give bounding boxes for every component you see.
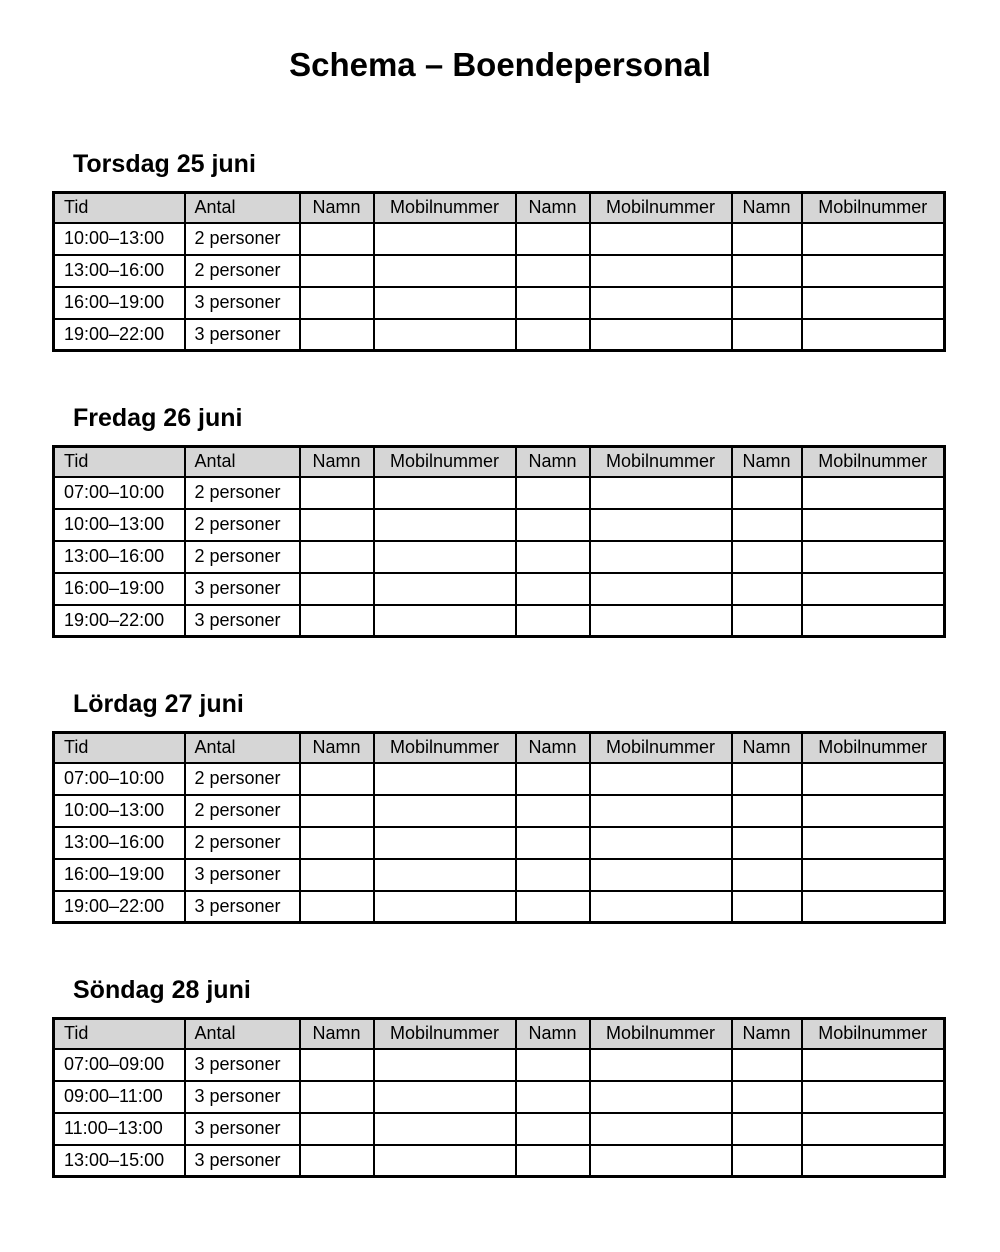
namn-empty-cell [732, 223, 802, 255]
mobilnummer-empty-cell [802, 827, 945, 859]
namn-empty-cell [516, 1049, 590, 1081]
mobilnummer-empty-cell [802, 541, 945, 573]
mobilnummer-empty-cell [590, 319, 732, 351]
mobilnummer-empty-cell [802, 319, 945, 351]
header-row [54, 733, 945, 763]
mobilnummer-empty-cell [590, 1145, 732, 1177]
table-row [54, 605, 945, 637]
namn-empty-cell [732, 1049, 802, 1081]
column-header-antal-1: Antal [185, 447, 300, 477]
day-section [0, 690, 1000, 924]
staff-count-cell: 2 personer [185, 509, 300, 541]
namn-empty-cell [300, 795, 374, 827]
namn-empty-cell [732, 477, 802, 509]
namn-empty-cell [300, 1049, 374, 1081]
staff-count-cell: 3 personer [185, 1049, 300, 1081]
column-header-namn-4: Namn [516, 733, 590, 763]
mobilnummer-empty-cell [590, 573, 732, 605]
namn-empty-cell [300, 477, 374, 509]
mobilnummer-empty-cell [374, 223, 516, 255]
namn-empty-cell [732, 827, 802, 859]
staff-count-cell: 2 personer [185, 255, 300, 287]
namn-empty-cell [732, 509, 802, 541]
namn-empty-cell [732, 1081, 802, 1113]
mobilnummer-empty-cell [802, 1145, 945, 1177]
namn-empty-cell [516, 1081, 590, 1113]
namn-empty-cell [732, 795, 802, 827]
column-header-namn-2: Namn [300, 447, 374, 477]
column-header-mobilnummer-5: Mobilnummer [590, 733, 732, 763]
namn-empty-cell [516, 287, 590, 319]
mobilnummer-empty-cell [374, 1113, 516, 1145]
mobilnummer-empty-cell [374, 319, 516, 351]
mobilnummer-empty-cell [802, 795, 945, 827]
column-header-mobilnummer-7: Mobilnummer [802, 193, 945, 223]
sections [0, 150, 1000, 1178]
mobilnummer-empty-cell [374, 1145, 516, 1177]
namn-empty-cell [300, 287, 374, 319]
mobilnummer-empty-cell [802, 891, 945, 923]
table-row [54, 1113, 945, 1145]
namn-empty-cell [300, 1113, 374, 1145]
mobilnummer-empty-cell [374, 605, 516, 637]
namn-empty-cell [732, 891, 802, 923]
time-range-cell: 13:00–16:00 [54, 255, 185, 287]
time-range-cell: 07:00–09:00 [54, 1049, 185, 1081]
namn-empty-cell [516, 509, 590, 541]
column-header-namn-2: Namn [300, 1019, 374, 1049]
namn-empty-cell [300, 605, 374, 637]
mobilnummer-empty-cell [590, 509, 732, 541]
time-range-cell: 13:00–16:00 [54, 541, 185, 573]
namn-empty-cell [516, 859, 590, 891]
mobilnummer-empty-cell [590, 891, 732, 923]
mobilnummer-empty-cell [590, 255, 732, 287]
time-range-cell: 19:00–22:00 [54, 891, 185, 923]
schedule-table [52, 731, 946, 924]
namn-empty-cell [300, 1145, 374, 1177]
mobilnummer-empty-cell [374, 1081, 516, 1113]
namn-empty-cell [300, 573, 374, 605]
mobilnummer-empty-cell [590, 223, 732, 255]
column-header-mobilnummer-3: Mobilnummer [374, 733, 516, 763]
column-header-namn-6: Namn [732, 193, 802, 223]
namn-empty-cell [732, 1113, 802, 1145]
mobilnummer-empty-cell [802, 255, 945, 287]
mobilnummer-empty-cell [374, 859, 516, 891]
mobilnummer-empty-cell [802, 1081, 945, 1113]
column-header-mobilnummer-7: Mobilnummer [802, 447, 945, 477]
column-header-namn-2: Namn [300, 733, 374, 763]
time-range-cell: 07:00–10:00 [54, 477, 185, 509]
table-row [54, 859, 945, 891]
namn-empty-cell [300, 319, 374, 351]
mobilnummer-empty-cell [590, 1049, 732, 1081]
staff-count-cell: 3 personer [185, 1113, 300, 1145]
column-header-tid-0: Tid [54, 447, 185, 477]
schedule-table [52, 445, 946, 638]
schedule-table [52, 1017, 946, 1178]
column-header-namn-6: Namn [732, 1019, 802, 1049]
mobilnummer-empty-cell [590, 763, 732, 795]
mobilnummer-empty-cell [590, 1081, 732, 1113]
time-range-cell: 10:00–13:00 [54, 795, 185, 827]
header-row [54, 447, 945, 477]
table-row [54, 319, 945, 351]
column-header-antal-1: Antal [185, 193, 300, 223]
mobilnummer-empty-cell [590, 287, 732, 319]
table-row [54, 573, 945, 605]
staff-count-cell: 3 personer [185, 573, 300, 605]
table-row [54, 477, 945, 509]
namn-empty-cell [732, 287, 802, 319]
time-range-cell: 09:00–11:00 [54, 1081, 185, 1113]
namn-empty-cell [300, 763, 374, 795]
mobilnummer-empty-cell [590, 795, 732, 827]
staff-count-cell: 2 personer [185, 477, 300, 509]
mobilnummer-empty-cell [590, 477, 732, 509]
time-range-cell: 10:00–13:00 [54, 509, 185, 541]
namn-empty-cell [516, 827, 590, 859]
mobilnummer-empty-cell [374, 573, 516, 605]
mobilnummer-empty-cell [374, 477, 516, 509]
column-header-namn-6: Namn [732, 447, 802, 477]
column-header-mobilnummer-5: Mobilnummer [590, 193, 732, 223]
time-range-cell: 16:00–19:00 [54, 859, 185, 891]
table-row [54, 891, 945, 923]
namn-empty-cell [732, 859, 802, 891]
namn-empty-cell [300, 827, 374, 859]
document-title: Schema – Boendepersonal [289, 46, 711, 83]
column-header-antal-1: Antal [185, 733, 300, 763]
column-header-tid-0: Tid [54, 733, 185, 763]
staff-count-cell: 3 personer [185, 287, 300, 319]
table-row [54, 827, 945, 859]
namn-empty-cell [300, 541, 374, 573]
header-row [54, 1019, 945, 1049]
namn-empty-cell [300, 859, 374, 891]
namn-empty-cell [732, 255, 802, 287]
column-header-namn-4: Namn [516, 1019, 590, 1049]
time-range-cell: 13:00–16:00 [54, 827, 185, 859]
namn-empty-cell [516, 477, 590, 509]
column-header-antal-1: Antal [185, 1019, 300, 1049]
mobilnummer-empty-cell [802, 1113, 945, 1145]
column-header-tid-0: Tid [54, 193, 185, 223]
column-header-namn-4: Namn [516, 193, 590, 223]
namn-empty-cell [300, 223, 374, 255]
staff-count-cell: 2 personer [185, 795, 300, 827]
staff-count-cell: 3 personer [185, 891, 300, 923]
column-header-namn-4: Namn [516, 447, 590, 477]
mobilnummer-empty-cell [802, 1049, 945, 1081]
day-section [0, 976, 1000, 1178]
mobilnummer-empty-cell [374, 763, 516, 795]
time-range-cell: 19:00–22:00 [54, 319, 185, 351]
table-row [54, 255, 945, 287]
table-row [54, 223, 945, 255]
mobilnummer-empty-cell [374, 1049, 516, 1081]
mobilnummer-empty-cell [590, 541, 732, 573]
namn-empty-cell [516, 1113, 590, 1145]
column-header-mobilnummer-3: Mobilnummer [374, 447, 516, 477]
time-range-cell: 19:00–22:00 [54, 605, 185, 637]
mobilnummer-empty-cell [590, 859, 732, 891]
staff-count-cell: 3 personer [185, 1145, 300, 1177]
table-row [54, 763, 945, 795]
namn-empty-cell [516, 1145, 590, 1177]
table-row [54, 541, 945, 573]
mobilnummer-empty-cell [802, 509, 945, 541]
column-header-mobilnummer-7: Mobilnummer [802, 1019, 945, 1049]
time-range-cell: 11:00–13:00 [54, 1113, 185, 1145]
namn-empty-cell [516, 541, 590, 573]
namn-empty-cell [516, 223, 590, 255]
mobilnummer-empty-cell [374, 827, 516, 859]
namn-empty-cell [732, 605, 802, 637]
table-row [54, 509, 945, 541]
mobilnummer-empty-cell [802, 287, 945, 319]
namn-empty-cell [300, 891, 374, 923]
mobilnummer-empty-cell [802, 477, 945, 509]
column-header-mobilnummer-7: Mobilnummer [802, 733, 945, 763]
day-section [0, 404, 1000, 638]
mobilnummer-empty-cell [374, 891, 516, 923]
mobilnummer-empty-cell [802, 859, 945, 891]
namn-empty-cell [732, 541, 802, 573]
mobilnummer-empty-cell [590, 827, 732, 859]
namn-empty-cell [516, 605, 590, 637]
staff-count-cell: 2 personer [185, 541, 300, 573]
namn-empty-cell [516, 255, 590, 287]
namn-empty-cell [732, 319, 802, 351]
mobilnummer-empty-cell [590, 1113, 732, 1145]
column-header-tid-0: Tid [54, 1019, 185, 1049]
table-row [54, 1049, 945, 1081]
namn-empty-cell [516, 795, 590, 827]
mobilnummer-empty-cell [374, 255, 516, 287]
mobilnummer-empty-cell [374, 287, 516, 319]
column-header-mobilnummer-3: Mobilnummer [374, 193, 516, 223]
day-section [0, 150, 1000, 352]
time-range-cell: 13:00–15:00 [54, 1145, 185, 1177]
staff-count-cell: 3 personer [185, 605, 300, 637]
time-range-cell: 16:00–19:00 [54, 573, 185, 605]
time-range-cell: 10:00–13:00 [54, 223, 185, 255]
column-header-mobilnummer-5: Mobilnummer [590, 447, 732, 477]
header-row [54, 193, 945, 223]
time-range-cell: 07:00–10:00 [54, 763, 185, 795]
namn-empty-cell [300, 509, 374, 541]
column-header-mobilnummer-5: Mobilnummer [590, 1019, 732, 1049]
mobilnummer-empty-cell [802, 223, 945, 255]
namn-empty-cell [732, 1145, 802, 1177]
table-row [54, 287, 945, 319]
staff-count-cell: 2 personer [185, 827, 300, 859]
table-row [54, 795, 945, 827]
staff-count-cell: 3 personer [185, 1081, 300, 1113]
day-heading: Fredag 26 juni [73, 404, 243, 432]
day-heading: Söndag 28 juni [73, 976, 251, 1004]
table-row [54, 1081, 945, 1113]
table-row [54, 1145, 945, 1177]
mobilnummer-empty-cell [802, 573, 945, 605]
mobilnummer-empty-cell [802, 605, 945, 637]
time-range-cell: 16:00–19:00 [54, 287, 185, 319]
namn-empty-cell [516, 891, 590, 923]
staff-count-cell: 3 personer [185, 319, 300, 351]
day-heading: Lördag 27 juni [73, 690, 244, 718]
column-header-mobilnummer-3: Mobilnummer [374, 1019, 516, 1049]
mobilnummer-empty-cell [374, 795, 516, 827]
day-heading: Torsdag 25 juni [73, 150, 256, 178]
mobilnummer-empty-cell [374, 509, 516, 541]
namn-empty-cell [300, 255, 374, 287]
namn-empty-cell [732, 573, 802, 605]
namn-empty-cell [300, 1081, 374, 1113]
namn-empty-cell [732, 763, 802, 795]
namn-empty-cell [516, 319, 590, 351]
mobilnummer-empty-cell [590, 605, 732, 637]
staff-count-cell: 3 personer [185, 859, 300, 891]
column-header-namn-2: Namn [300, 193, 374, 223]
mobilnummer-empty-cell [802, 763, 945, 795]
staff-count-cell: 2 personer [185, 223, 300, 255]
column-header-namn-6: Namn [732, 733, 802, 763]
schedule-table [52, 191, 946, 352]
namn-empty-cell [516, 763, 590, 795]
namn-empty-cell [516, 573, 590, 605]
mobilnummer-empty-cell [374, 541, 516, 573]
staff-count-cell: 2 personer [185, 763, 300, 795]
